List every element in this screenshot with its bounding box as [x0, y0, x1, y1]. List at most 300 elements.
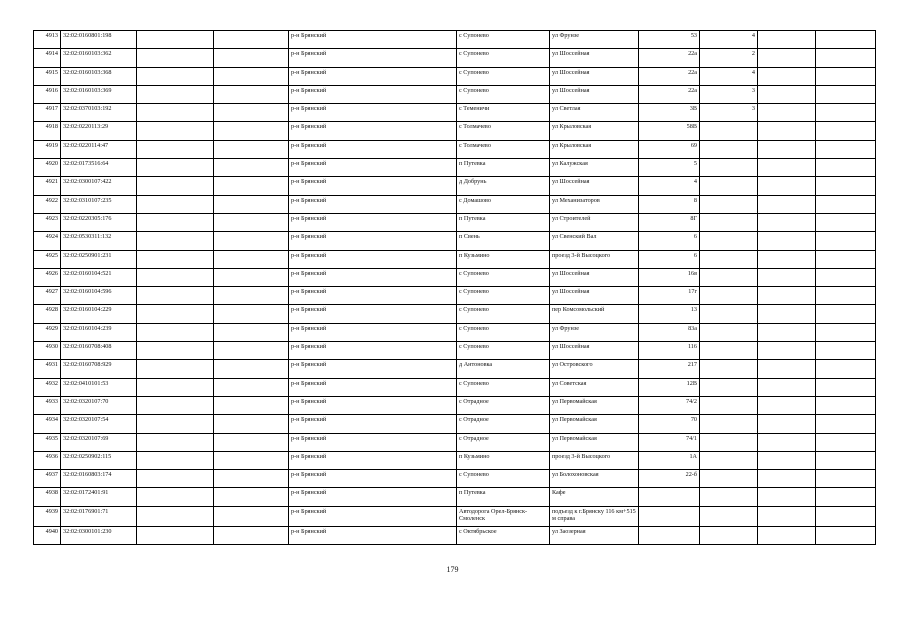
table-cell: проезд 3-й Высоцкого — [550, 452, 639, 470]
table-cell: Автодорога Орел-Брянск-Смоленск — [457, 507, 550, 527]
table-cell — [816, 287, 876, 305]
table-cell: п Кузьмино — [457, 251, 550, 269]
table-cell — [700, 196, 758, 214]
table-cell — [758, 342, 816, 360]
table-cell: 4926 — [34, 269, 61, 287]
table-cell: 32:02:0410101:53 — [61, 379, 137, 397]
table-cell — [137, 86, 214, 104]
table-cell — [137, 177, 214, 195]
table-cell: р-н Брянский — [289, 360, 457, 378]
table-row — [34, 415, 876, 433]
table-cell: 32:02:0310107:235 — [61, 196, 137, 214]
table-cell — [758, 415, 816, 433]
table-cell: 32:02:0370103:192 — [61, 104, 137, 122]
table-row — [34, 86, 876, 104]
table-cell: с Теменичи — [457, 104, 550, 122]
table-cell: 32:02:0320107:69 — [61, 434, 137, 452]
table-cell: 4 — [639, 177, 700, 195]
table-cell: 4 — [700, 31, 758, 49]
table-cell — [758, 324, 816, 342]
table-cell — [758, 141, 816, 159]
table-row — [34, 177, 876, 195]
table-row — [34, 269, 876, 287]
table-cell: с Супонево — [457, 269, 550, 287]
table-cell — [816, 232, 876, 250]
table-cell — [639, 488, 700, 506]
table-cell — [700, 452, 758, 470]
table-cell: 3 — [700, 86, 758, 104]
table-cell — [137, 305, 214, 323]
table-cell — [137, 488, 214, 506]
table-cell: 4932 — [34, 379, 61, 397]
table-row — [34, 305, 876, 323]
table-cell — [758, 251, 816, 269]
table-cell — [214, 214, 289, 232]
table-row — [34, 379, 876, 397]
table-cell: 8Г — [639, 214, 700, 232]
table-cell: ул Шоссейная — [550, 342, 639, 360]
table-cell: с Толмачево — [457, 141, 550, 159]
table-cell: 4923 — [34, 214, 61, 232]
table-row — [34, 122, 876, 140]
table-cell: 74/1 — [639, 434, 700, 452]
table-cell — [758, 68, 816, 86]
table-cell: с Отрадное — [457, 415, 550, 433]
table-cell: 4925 — [34, 251, 61, 269]
table-cell: 32:02:0530311:132 — [61, 232, 137, 250]
table-cell — [137, 287, 214, 305]
table-cell — [214, 251, 289, 269]
table-cell: 16в — [639, 269, 700, 287]
table-cell: 4927 — [34, 287, 61, 305]
table-cell — [700, 251, 758, 269]
table-cell: р-н Брянский — [289, 49, 457, 67]
table-cell — [758, 305, 816, 323]
table-cell — [137, 159, 214, 177]
table-cell: с Супонево — [457, 470, 550, 488]
table-row — [34, 397, 876, 415]
table-cell — [700, 397, 758, 415]
table-cell: 5 — [639, 159, 700, 177]
table-cell: 17г — [639, 287, 700, 305]
data-table — [33, 30, 876, 545]
table-cell: 2 — [700, 49, 758, 67]
table-cell: ул Калужская — [550, 159, 639, 177]
table-cell: 4916 — [34, 86, 61, 104]
table-cell: 4937 — [34, 470, 61, 488]
table-cell — [214, 86, 289, 104]
table-cell — [214, 269, 289, 287]
table-cell — [700, 360, 758, 378]
table-cell: р-н Брянский — [289, 507, 457, 527]
table-cell: с Супонево — [457, 287, 550, 305]
table-cell — [700, 379, 758, 397]
table-cell: 4913 — [34, 31, 61, 49]
table-row — [34, 360, 876, 378]
table-cell: 22-б — [639, 470, 700, 488]
table-cell — [137, 379, 214, 397]
table-cell — [137, 232, 214, 250]
table-row — [34, 214, 876, 232]
table-cell — [700, 232, 758, 250]
table-cell — [700, 527, 758, 545]
table-cell — [816, 397, 876, 415]
table-row — [34, 104, 876, 122]
table-cell — [137, 49, 214, 67]
table-cell — [816, 122, 876, 140]
table-cell: 4929 — [34, 324, 61, 342]
table-cell: 32:02:0300101:230 — [61, 527, 137, 545]
table-cell: ул Островского — [550, 360, 639, 378]
table-cell — [816, 360, 876, 378]
table-cell — [214, 360, 289, 378]
table-cell: 58В — [639, 122, 700, 140]
table-cell: с Супонево — [457, 305, 550, 323]
table-cell: с Домашово — [457, 196, 550, 214]
table-cell — [700, 122, 758, 140]
table-cell: 4917 — [34, 104, 61, 122]
table-cell: ул Болохоновская — [550, 470, 639, 488]
table-cell: р-н Брянский — [289, 434, 457, 452]
table-row — [34, 31, 876, 49]
table-cell — [214, 104, 289, 122]
table-cell: 32:02:0160104:239 — [61, 324, 137, 342]
table-cell — [639, 527, 700, 545]
table-cell: 32:02:0173516:64 — [61, 159, 137, 177]
table-cell — [816, 86, 876, 104]
table-cell: 32:02:0172401:91 — [61, 488, 137, 506]
table-row — [34, 141, 876, 159]
table-cell — [758, 104, 816, 122]
table-cell: п Кузьмино — [457, 452, 550, 470]
table-row — [34, 232, 876, 250]
table-cell: 12В — [639, 379, 700, 397]
table-cell: 4939 — [34, 507, 61, 527]
table-cell — [816, 527, 876, 545]
table-cell — [214, 196, 289, 214]
table-cell: проезд 3-й Высоцкого — [550, 251, 639, 269]
table-cell: 4928 — [34, 305, 61, 323]
table-cell: 3 — [700, 104, 758, 122]
table-cell: ул Фрунзе — [550, 31, 639, 49]
table-cell: 69 — [639, 141, 700, 159]
table-cell — [758, 31, 816, 49]
table-row — [34, 507, 876, 527]
table-row — [34, 324, 876, 342]
table-cell — [137, 360, 214, 378]
table-cell: 4921 — [34, 177, 61, 195]
table-cell: ул Светлая — [550, 104, 639, 122]
table-cell: 4924 — [34, 232, 61, 250]
table-cell: р-н Брянский — [289, 141, 457, 159]
table-cell: ул Советская — [550, 379, 639, 397]
table-cell — [816, 305, 876, 323]
table-cell: 6 — [639, 232, 700, 250]
table-cell — [137, 214, 214, 232]
table-cell: 32:02:0160104:521 — [61, 269, 137, 287]
table-cell: 32:02:0220113:29 — [61, 122, 137, 140]
table-cell: 4920 — [34, 159, 61, 177]
table-cell: 4934 — [34, 415, 61, 433]
table-cell — [816, 159, 876, 177]
table-cell: р-н Брянский — [289, 287, 457, 305]
table-cell: 4914 — [34, 49, 61, 67]
table-cell: 32:02:0176901:71 — [61, 507, 137, 527]
table-cell: 1А — [639, 452, 700, 470]
table-cell — [758, 159, 816, 177]
table-cell — [214, 470, 289, 488]
table-cell: п Путевка — [457, 159, 550, 177]
table-cell: 6 — [639, 251, 700, 269]
table-cell: 32:02:0160708:408 — [61, 342, 137, 360]
table-cell — [137, 415, 214, 433]
table-cell: с Супонево — [457, 68, 550, 86]
table-cell — [816, 434, 876, 452]
table-cell — [137, 434, 214, 452]
table-cell: с Супонево — [457, 379, 550, 397]
table-cell: ул Шоссейная — [550, 269, 639, 287]
table-cell: 32:02:0160708:929 — [61, 360, 137, 378]
table-cell — [700, 159, 758, 177]
table-row — [34, 488, 876, 506]
table-cell: 32:02:0250902:115 — [61, 452, 137, 470]
table-cell: 3В — [639, 104, 700, 122]
table-cell — [816, 49, 876, 67]
table-cell: р-н Брянский — [289, 397, 457, 415]
table-cell — [137, 342, 214, 360]
table-cell — [137, 527, 214, 545]
table-row — [34, 287, 876, 305]
table-cell — [816, 251, 876, 269]
table-cell: 32:02:0160803:174 — [61, 470, 137, 488]
table-cell: 32:02:0250901:231 — [61, 251, 137, 269]
table-cell — [758, 196, 816, 214]
table-cell — [214, 68, 289, 86]
table-cell: р-н Брянский — [289, 269, 457, 287]
table-cell — [758, 49, 816, 67]
table-cell: с Супонево — [457, 31, 550, 49]
table-cell: 4915 — [34, 68, 61, 86]
table-cell: ул Крыловская — [550, 122, 639, 140]
table-cell: ул Шоссейная — [550, 49, 639, 67]
table-cell — [214, 488, 289, 506]
table-cell: с Отрадное — [457, 397, 550, 415]
table-cell — [758, 177, 816, 195]
table-cell — [214, 31, 289, 49]
table-cell: 32:02:0220114:47 — [61, 141, 137, 159]
table-cell — [758, 470, 816, 488]
table-cell: р-н Брянский — [289, 379, 457, 397]
table-cell: 4919 — [34, 141, 61, 159]
table-cell: р-н Брянский — [289, 232, 457, 250]
table-cell — [214, 49, 289, 67]
table-cell — [816, 324, 876, 342]
table-cell — [214, 379, 289, 397]
table-cell — [816, 507, 876, 527]
table-cell — [700, 305, 758, 323]
table-cell — [758, 214, 816, 232]
table-cell: 13 — [639, 305, 700, 323]
table-cell — [758, 507, 816, 527]
table-cell: ул Строителей — [550, 214, 639, 232]
table-row — [34, 196, 876, 214]
table-cell — [758, 360, 816, 378]
table-cell: пер Комсомольский — [550, 305, 639, 323]
table-cell: с Октябрьское — [457, 527, 550, 545]
table-row — [34, 68, 876, 86]
table-cell — [214, 305, 289, 323]
table-cell: ул Крыловская — [550, 141, 639, 159]
table-cell: р-н Брянский — [289, 196, 457, 214]
table-cell: р-н Брянский — [289, 470, 457, 488]
table-cell — [137, 196, 214, 214]
table-cell: 4918 — [34, 122, 61, 140]
table-cell — [758, 232, 816, 250]
table-cell: 32:02:0320107:54 — [61, 415, 137, 433]
table-cell — [214, 507, 289, 527]
table-cell — [700, 141, 758, 159]
table-cell — [816, 214, 876, 232]
table-cell: 4935 — [34, 434, 61, 452]
table-cell — [137, 452, 214, 470]
table-row — [34, 434, 876, 452]
table-cell: р-н Брянский — [289, 68, 457, 86]
table-cell — [137, 104, 214, 122]
table-cell: 4931 — [34, 360, 61, 378]
table-cell: р-н Брянский — [289, 305, 457, 323]
page-number: 179 — [446, 565, 459, 574]
table-cell: 32:02:0160801:198 — [61, 31, 137, 49]
table-cell: 217 — [639, 360, 700, 378]
table-cell — [700, 177, 758, 195]
table-cell: р-н Брянский — [289, 527, 457, 545]
table-cell: 53 — [639, 31, 700, 49]
table-cell — [214, 342, 289, 360]
table-cell: ул Заозерная — [550, 527, 639, 545]
table-cell — [816, 196, 876, 214]
table-cell: с Супонево — [457, 342, 550, 360]
table-cell: 32:02:0300107:422 — [61, 177, 137, 195]
table-cell — [214, 324, 289, 342]
table-cell — [700, 470, 758, 488]
table-cell: 22а — [639, 86, 700, 104]
table-cell — [700, 324, 758, 342]
table-cell: 32:02:0160103:368 — [61, 68, 137, 86]
table-cell — [758, 488, 816, 506]
table-cell: ул Шоссейная — [550, 287, 639, 305]
table-cell — [700, 507, 758, 527]
table-cell — [700, 415, 758, 433]
table-cell: 4940 — [34, 527, 61, 545]
table-cell: ул Фрунзе — [550, 324, 639, 342]
table-cell — [137, 122, 214, 140]
table-cell: ул Первомайская — [550, 397, 639, 415]
table-cell: р-н Брянский — [289, 214, 457, 232]
table-row — [34, 452, 876, 470]
table-cell: р-н Брянский — [289, 452, 457, 470]
table-cell — [214, 232, 289, 250]
table-cell — [758, 452, 816, 470]
table-cell: 116 — [639, 342, 700, 360]
table-cell: р-н Брянский — [289, 122, 457, 140]
table-row — [34, 159, 876, 177]
table-cell — [758, 269, 816, 287]
table-cell — [214, 415, 289, 433]
table-row — [34, 49, 876, 67]
table-cell — [758, 379, 816, 397]
table-cell: р-н Брянский — [289, 488, 457, 506]
table-cell — [758, 86, 816, 104]
table-cell: р-н Брянский — [289, 177, 457, 195]
table-cell — [816, 269, 876, 287]
table-cell: с Супонево — [457, 324, 550, 342]
table-row — [34, 342, 876, 360]
table-cell: 22а — [639, 49, 700, 67]
table-cell — [816, 488, 876, 506]
table-cell — [758, 434, 816, 452]
table-cell — [700, 488, 758, 506]
table-cell — [816, 379, 876, 397]
table-cell: 83а — [639, 324, 700, 342]
table-cell — [758, 527, 816, 545]
table-cell: р-н Брянский — [289, 251, 457, 269]
table-cell — [639, 507, 700, 527]
table-cell — [214, 159, 289, 177]
table-cell: р-н Брянский — [289, 415, 457, 433]
table-cell: 32:02:0320107:70 — [61, 397, 137, 415]
table-cell — [137, 251, 214, 269]
table-cell: с Отрадное — [457, 434, 550, 452]
table-cell: 4933 — [34, 397, 61, 415]
table-cell: д Добрунь — [457, 177, 550, 195]
table-cell: 70 — [639, 415, 700, 433]
table-cell — [137, 31, 214, 49]
table-cell: ул Первомайская — [550, 434, 639, 452]
table-cell: 32:02:0160104:596 — [61, 287, 137, 305]
table-cell — [214, 287, 289, 305]
table-cell — [816, 68, 876, 86]
table-cell: подъезд к г.Брянску 116 км+515 м справа — [550, 507, 639, 527]
table-cell: п Путевка — [457, 214, 550, 232]
table-cell: р-н Брянский — [289, 342, 457, 360]
table-cell — [816, 342, 876, 360]
table-cell — [137, 269, 214, 287]
table-cell: 4930 — [34, 342, 61, 360]
table-cell: ул Механизаторов — [550, 196, 639, 214]
table-cell — [137, 68, 214, 86]
table-cell: с Супонево — [457, 49, 550, 67]
table-cell: р-н Брянский — [289, 159, 457, 177]
table-cell — [214, 397, 289, 415]
table-cell: 32:02:0160104:229 — [61, 305, 137, 323]
table-cell: р-н Брянский — [289, 104, 457, 122]
table-cell — [700, 269, 758, 287]
table-cell — [700, 214, 758, 232]
table-cell: 4938 — [34, 488, 61, 506]
table-cell — [816, 177, 876, 195]
table-cell — [700, 287, 758, 305]
table-cell: 4922 — [34, 196, 61, 214]
table-cell — [137, 470, 214, 488]
table-row — [34, 251, 876, 269]
table-cell: р-н Брянский — [289, 31, 457, 49]
table-cell — [816, 104, 876, 122]
table-cell: п Путевка — [457, 488, 550, 506]
table-cell — [758, 287, 816, 305]
table-cell: д Антоновка — [457, 360, 550, 378]
table-cell: 32:02:0160103:369 — [61, 86, 137, 104]
table-cell — [137, 324, 214, 342]
